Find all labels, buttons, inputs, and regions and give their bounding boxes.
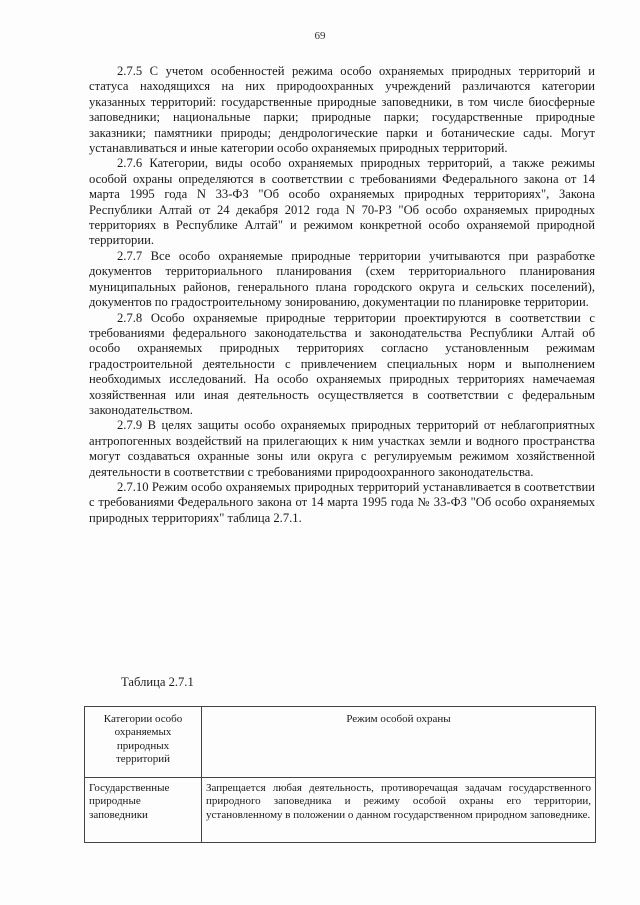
header-category: Категории особо охраняемых природных территорий xyxy=(85,707,202,778)
regime-table xyxy=(84,706,596,843)
header-regime: Режим особой охраны xyxy=(202,707,596,778)
paragraph-2-7-7: 2.7.7 Все особо охраняемые природные территории учитываются при разработке документов территориального планирования (схем территориального планирования муниципальных районов, генерального плана городского округа и сельских поселений), документов по градостроительному зонированию, документации по планировке территории. xyxy=(89,248,595,310)
cell-regime: Запрещается любая деятельность, противоречащая задачам государственного природного заповедника и режиму особой охраны его территории, установленному в положении о данном государственном природном заповеднике. xyxy=(202,778,596,843)
paragraph-2-7-6: 2.7.6 Категории, виды особо охраняемых природных территорий, а также режимы особой охраны определяются в соответствии с требованиями Федерального закона от 14 марта 1995 года N 33-ФЗ "Об особо охраняемых природных территориях", Закона Республики Алтай от 24 декабря 2012 года N 70-РЗ "Об особо охраняемых природных территориях в Республике Алтай" и режимом конкретной особо охраняемой природной территории. xyxy=(89,156,595,248)
page-number: 69 xyxy=(314,30,326,42)
cell-category: Государственные природные заповедники xyxy=(85,778,202,843)
body-text xyxy=(89,64,595,526)
table-caption: Таблица 2.7.1 xyxy=(121,675,194,689)
table-header-row xyxy=(85,707,596,778)
paragraph-2-7-9: 2.7.9 В целях защиты особо охраняемых природных территорий от неблагоприятных антропогенных воздействий на прилегающих к ним участках земли и водного пространства могут создаваться охранные зоны или округа с регулируемым режимом хозяйственной деятельности в соответствии с требованиями природоохранного законодательства. xyxy=(89,418,595,479)
paragraph-2-7-5: 2.7.5 С учетом особенностей режима особо охраняемых природных территорий и статуса находящихся на них природоохранных учреждений различаются категории указанных территорий: государственные природные заповедники, в том числе биосферные заповедники; национальные парки; природные парки; государственные природные заказники; памятники природы; дендрологические парки и ботанические сады. Могут устанавливаться и иные категории особо охраняемых природных территорий. xyxy=(89,64,595,156)
paragraph-2-7-10: 2.7.10 Режим особо охраняемых природных территорий устанавливается в соответствии с требованиями Федерального закона от 14 марта 1995 года № 33-ФЗ "Об особо охраняемых природных территориях" таблица 2.7.1. xyxy=(89,479,595,525)
paragraph-2-7-8: 2.7.8 Особо охраняемые природные территории проектируются в соответствии с требованиями федерального законодательства и законодательства Республики Алтай об особо охраняемых природных территориях согласно установленным режимам градостроительной деятельности с привлечением специальных норм и выполнением необходимых исследований. На особо охраняемых природных территориях намечаемая хозяйственная или иная деятельность осуществляется в соответствии с федеральным законодательством. xyxy=(89,310,595,417)
table-row xyxy=(85,778,596,843)
